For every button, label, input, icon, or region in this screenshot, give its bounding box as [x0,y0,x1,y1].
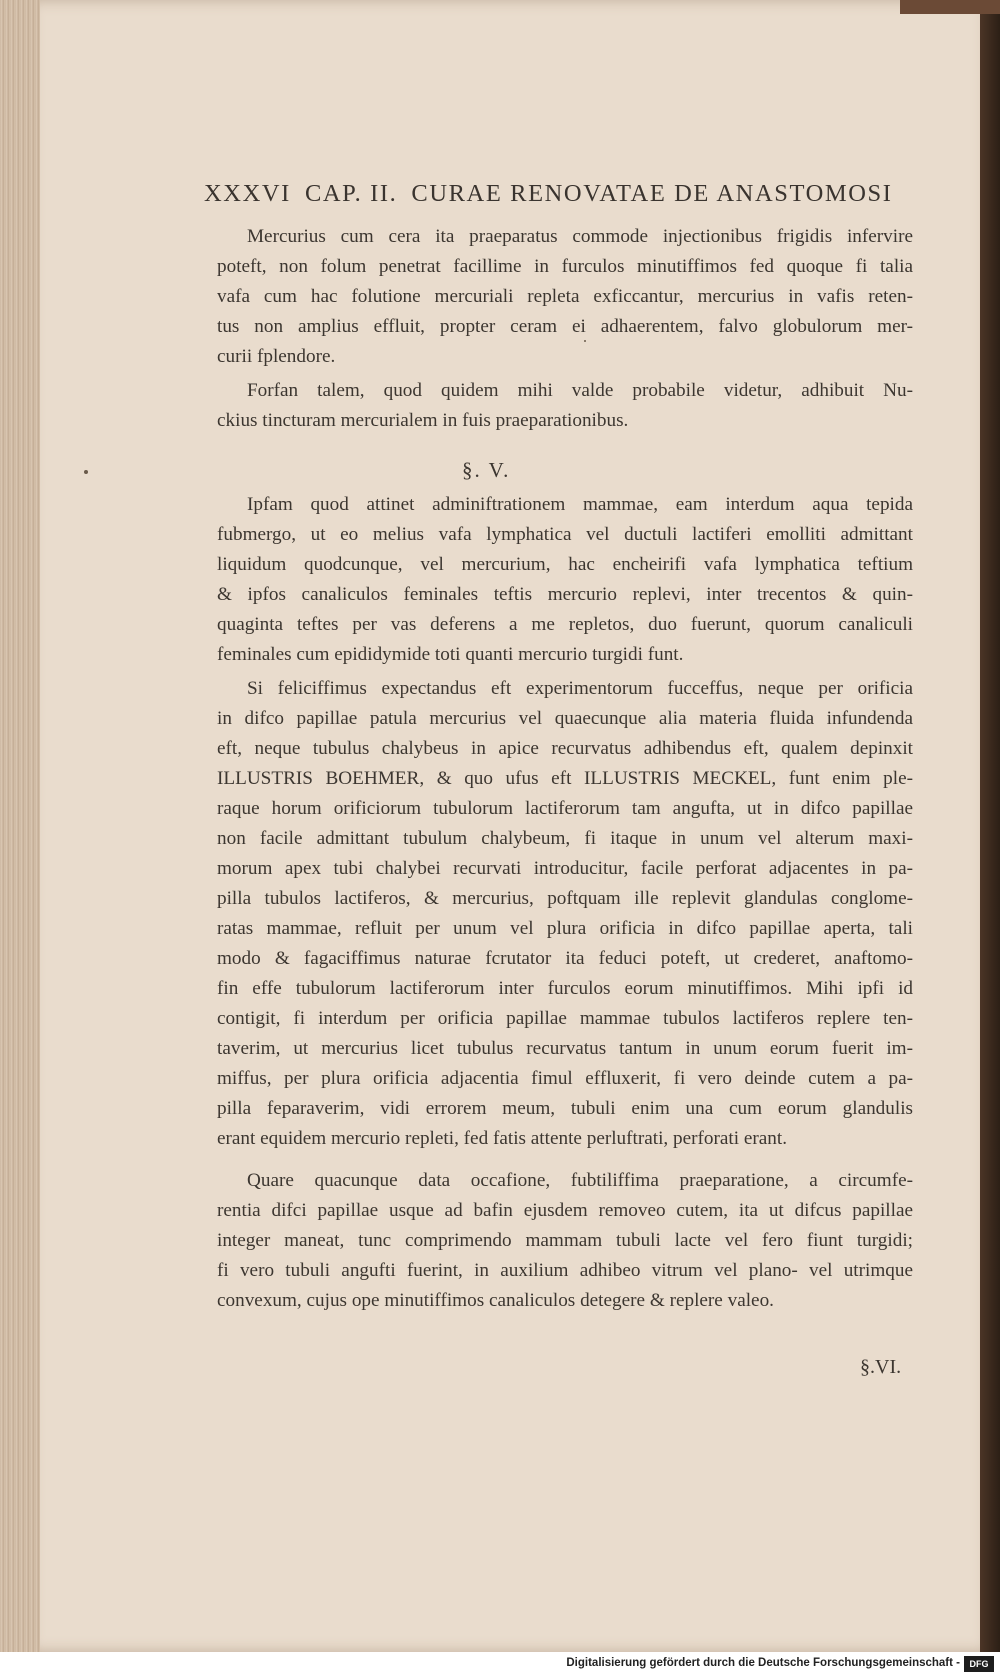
running-header [204,180,904,208]
text-line: ckius tincturam mercurialem in fuis praeparationibus. [217,410,629,431]
text-line: ratas mammae, refluit per unum vel plura orificia in difco papillae aperta, tali [217,918,913,939]
text-line: non facile admittant tubulum chalybeum, fi itaque in unum vel alterum maxi- [217,828,913,849]
text-line: fi vero tubuli angufti fuerint, in auxilium adhibeo vitrum vel plano- vel utrimque [217,1260,913,1281]
book-cover-edge [980,0,1000,1652]
text-line: feminales cum epididymide toti quanti mercurio turgidi funt. [217,644,684,665]
text-line: in difco papillae patula mercurius vel quaecunque alia materia fluida infundenda [217,708,913,729]
text-line: Si feliciffimus expectandus eft experimentorum fucceffus, neque per orificia [247,678,913,699]
text-line: Mercurius cum cera ita praeparatus commode injectionibus frigidis infervire [247,226,913,247]
section-heading: §. V. [462,458,511,482]
text-line: eft, neque tubulus chalybeus in apice recurvatus adhibendus eft, qualem depinxit [217,738,913,759]
dfg-logo: DFG [964,1656,994,1672]
text-line: convexum, cujus ope minutiffimos canaliculos detegere & replere valeo. [217,1290,774,1311]
text-line: ILLUSTRIS BOEHMER, & quo ufus eft ILLUSTRIS MECKEL, funt enim ple- [217,768,913,789]
text-line: liquidum quodcunque, vel mercurium, hac encheirifi vafa lymphatica teftium [217,554,913,575]
paper-speck [84,470,88,474]
funding-credit: Digitalisierung gefördert durch die Deutsche Forschungsgemeinschaft - [566,1657,960,1669]
chapter-label: CAP. II. [304,180,398,207]
text-line: rentia difci papillae usque ad bafin ejusdem removeo cutem, ita ut difcus papillae [217,1200,913,1221]
page-edges [0,0,40,1652]
text-line: tus non amplius effluit, propter ceram ei adhaerentem, falvo globulorum mer- [217,316,913,337]
catchword: §.VI. [860,1356,902,1378]
text-line: fubmergo, ut eo melius vafa lymphatica vel ductuli lactiferi emolliti admittant [217,524,913,545]
text-line: miffus, per plura orificia adjacentia fimul effluxerit, fi vero deinde cutem a pa- [217,1068,913,1089]
page-number: XXXVI [204,180,291,207]
text-line: morum apex tubi chalybei recurvati introducitur, facile perforat adjacentes in pa- [217,858,913,879]
text-line: integer maneat, tunc comprimendo mammam tubuli lacte vel fero fiunt turgidi; [217,1230,913,1251]
header-title: CURAE RENOVATAE DE ANASTOMOSI [411,180,893,207]
text-line: Quare quacunque data occafione, fubtiliffima praeparatione, a circumfe- [247,1170,913,1191]
text-line: contigit, fi interdum per orificia papillae mammae tubulos lactiferos replere ten- [217,1008,913,1029]
text-line: Ipfam quod attinet adminiftrationem mammae, eam interdum aqua tepida [247,494,913,515]
digitization-footer [0,1652,1000,1678]
text-line: erant equidem mercurio repleti, fed fatis attente perluftrati, perforati erant. [217,1128,788,1149]
text-line: vafa cum hac folutione mercuriali repleta exficcantur, mercurius in vafis reten- [217,286,913,307]
text-line: fin effe tubulorum lactiferorum inter furculos eorum minutiffimos. Mihi ipfi id [217,978,913,999]
text-line: quaginta teftes per vas deferens a me repletos, duo fuerunt, quorum canaliculi [217,614,913,635]
text-line: taverim, ut mercurius licet tubulus recurvatus tantum in unum eorum fuerit im- [217,1038,913,1059]
text-line: raque horum orificiorum tubulorum lactiferorum tam angufta, ut in difco papillae [217,798,913,819]
text-line: modo & fagaciffimus naturae fcrutator ita feduci poteft, ut crederet, anaftomo- [217,948,913,969]
text-line: pilla feparaverim, vidi errorem meum, tubuli enim una cum eorum glandulis [217,1098,913,1119]
text-line: poteft, non folum penetrat facillime in furculos minutiffimos fed quoque fi talia [217,256,913,277]
text-line: & ipfos canaliculos feminales teftis mercurio replevi, inter trecentos & quin- [217,584,913,605]
text-line: pilla tubulos lactiferos, & mercurius, poftquam ille replevit glandulas conglome- [217,888,913,909]
book-cover-top [900,0,1000,14]
text-line: Forfan talem, quod quidem mihi valde probabile videtur, adhibuit Nu- [247,380,913,401]
text-line: curii fplendore. [217,346,336,367]
